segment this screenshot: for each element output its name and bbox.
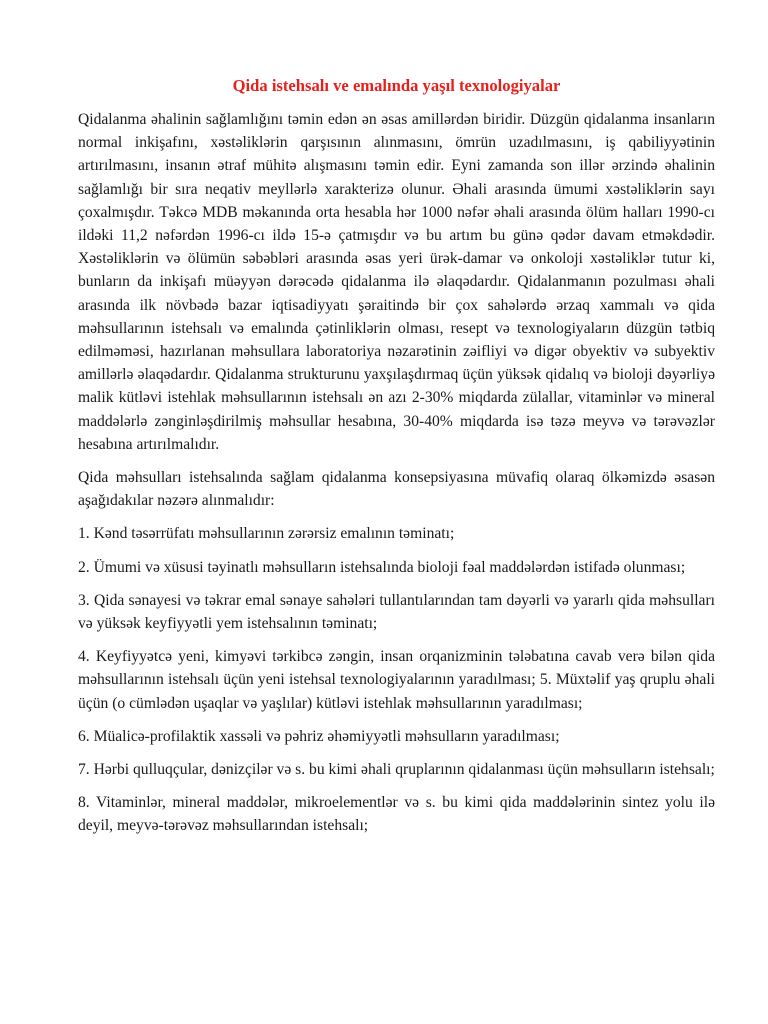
list-item-3: 3. Qida sənayesi və təkrar emal sənaye sahələri tullantılarından tam dəyərli və yararlı qida məhsulları və yüksək keyfiyyətli yem istehsalının təminatı; — [78, 591, 715, 633]
document-page — [78, 74, 715, 848]
list-item-4-5: 4. Keyfiyyətcə yeni, kimyəvi tərkibcə zəngin, insan orqanizminin tələbatına cavab verə bilən qida məhsullarının istehsalı üçün yeni istehsal texnologiyalarının yaradılması; 5. Müxtəlif yaş qruplu əhali üçün (o cümlədən uşaqlar və yaşlılar) kütləvi istehlak məhsullarının yaradılması; — [78, 648, 715, 712]
list-item-7: 7. Hərbi qulluqçular, dənizçilər və s. bu kimi əhali qruplarının qidalanması üçün məhsulların istehsalı; — [78, 761, 715, 779]
list-item-1: 1. Kənd təsərrüfatı məhsullarının zərərsiz emalının təminatı; — [78, 525, 455, 543]
document-title: Qida istehsalı ve emalında yaşıl texnologiyalar — [232, 76, 561, 95]
paragraph-requirements-lead: Qida məhsulları istehsalında sağlam qidalanma konsepsiyasına müvafiq olaraq ölkəmizdə əsasən aşağıdakılar nəzərə alınmalıdır: — [78, 469, 715, 510]
list-item-6: 6. Müalicə-profilaktik xassəli və pəhriz əhəmiyyətli məhsulların yaradılması; — [78, 727, 560, 745]
list-item-8: 8. Vitaminlər, mineral maddələr, mikroelementlər və s. bu kimi qida maddələrinin sintez yolu ilə deyil, meyvə-tərəvəz məhsullarından istehsalı; — [78, 794, 715, 835]
paragraph-intro: Qidalanma əhalinin sağlamlığını təmin edən ən əsas amillərdən biridir. Düzgün qidalanma insanların normal inkişafını, xəstəliklərin qarşısının alınmasını, ömrün uzadılmasını, iş qabiliyyətinin artırılmasını, insanın ətraf mühitə alışmasını təmin edir. Eyni zamanda son illər ərzində əhalinin sağlamlığı bir sıra neqativ meyllərlə xarakterizə olunur. Əhali arasında ümumi xəstəliklərin sayı çoxalmışdır. Təkcə MDB məkanında orta hesabla hər 1000 nəfər əhali arasında ölüm halları 1990-cı ildəki 11,2 nəfərdən 1996-cı ildə 15-ə çatmışdır və bu artım bu günə qədər davam etməkdədir. Xəstəliklərin və ölümün səbəbləri arasında əsas yeri ürək-damar və onkoloji xəstəliklər tutur ki, bunların da inkişafı müəyyən dərəcədə qidalanma ilə əlaqədardır. Qidalanmanın pozulması əhali arasında ilk növbədə bazar iqtisadiyyatı şəraitində bir çox sahələrdə ərzaq xammalı və qida məhsullarının istehsalı və emalında çətinliklərin olması, resept və texnologiyaların düzgün tətbiq edilməməsi, hazırlanan məhsullara laboratoriya nəzarətinin zəifliyi və digər obyektiv və subyektiv amillərlə əlaqədardır. Qidalanma strukturunu yaxşılaşdırmaq üçün yüksək qidalıq və bioloji dəyərliyə malik kütləvi istehlak məhsullarının istehsalı ən azı 2-30% miqdarda zülallar, vitaminlər və mineral maddələrlə zənginləşdirilmiş məhsullar hesabına, 30-40% miqdarda isə təzə meyvə və tərəvəzlər hesabına artırılmalıdır. — [78, 111, 715, 453]
list-item-2: 2. Ümumi və xüsusi təyinatlı məhsulların istehsalında bioloji fəal maddələrdən istifadə olunması; — [78, 558, 686, 576]
